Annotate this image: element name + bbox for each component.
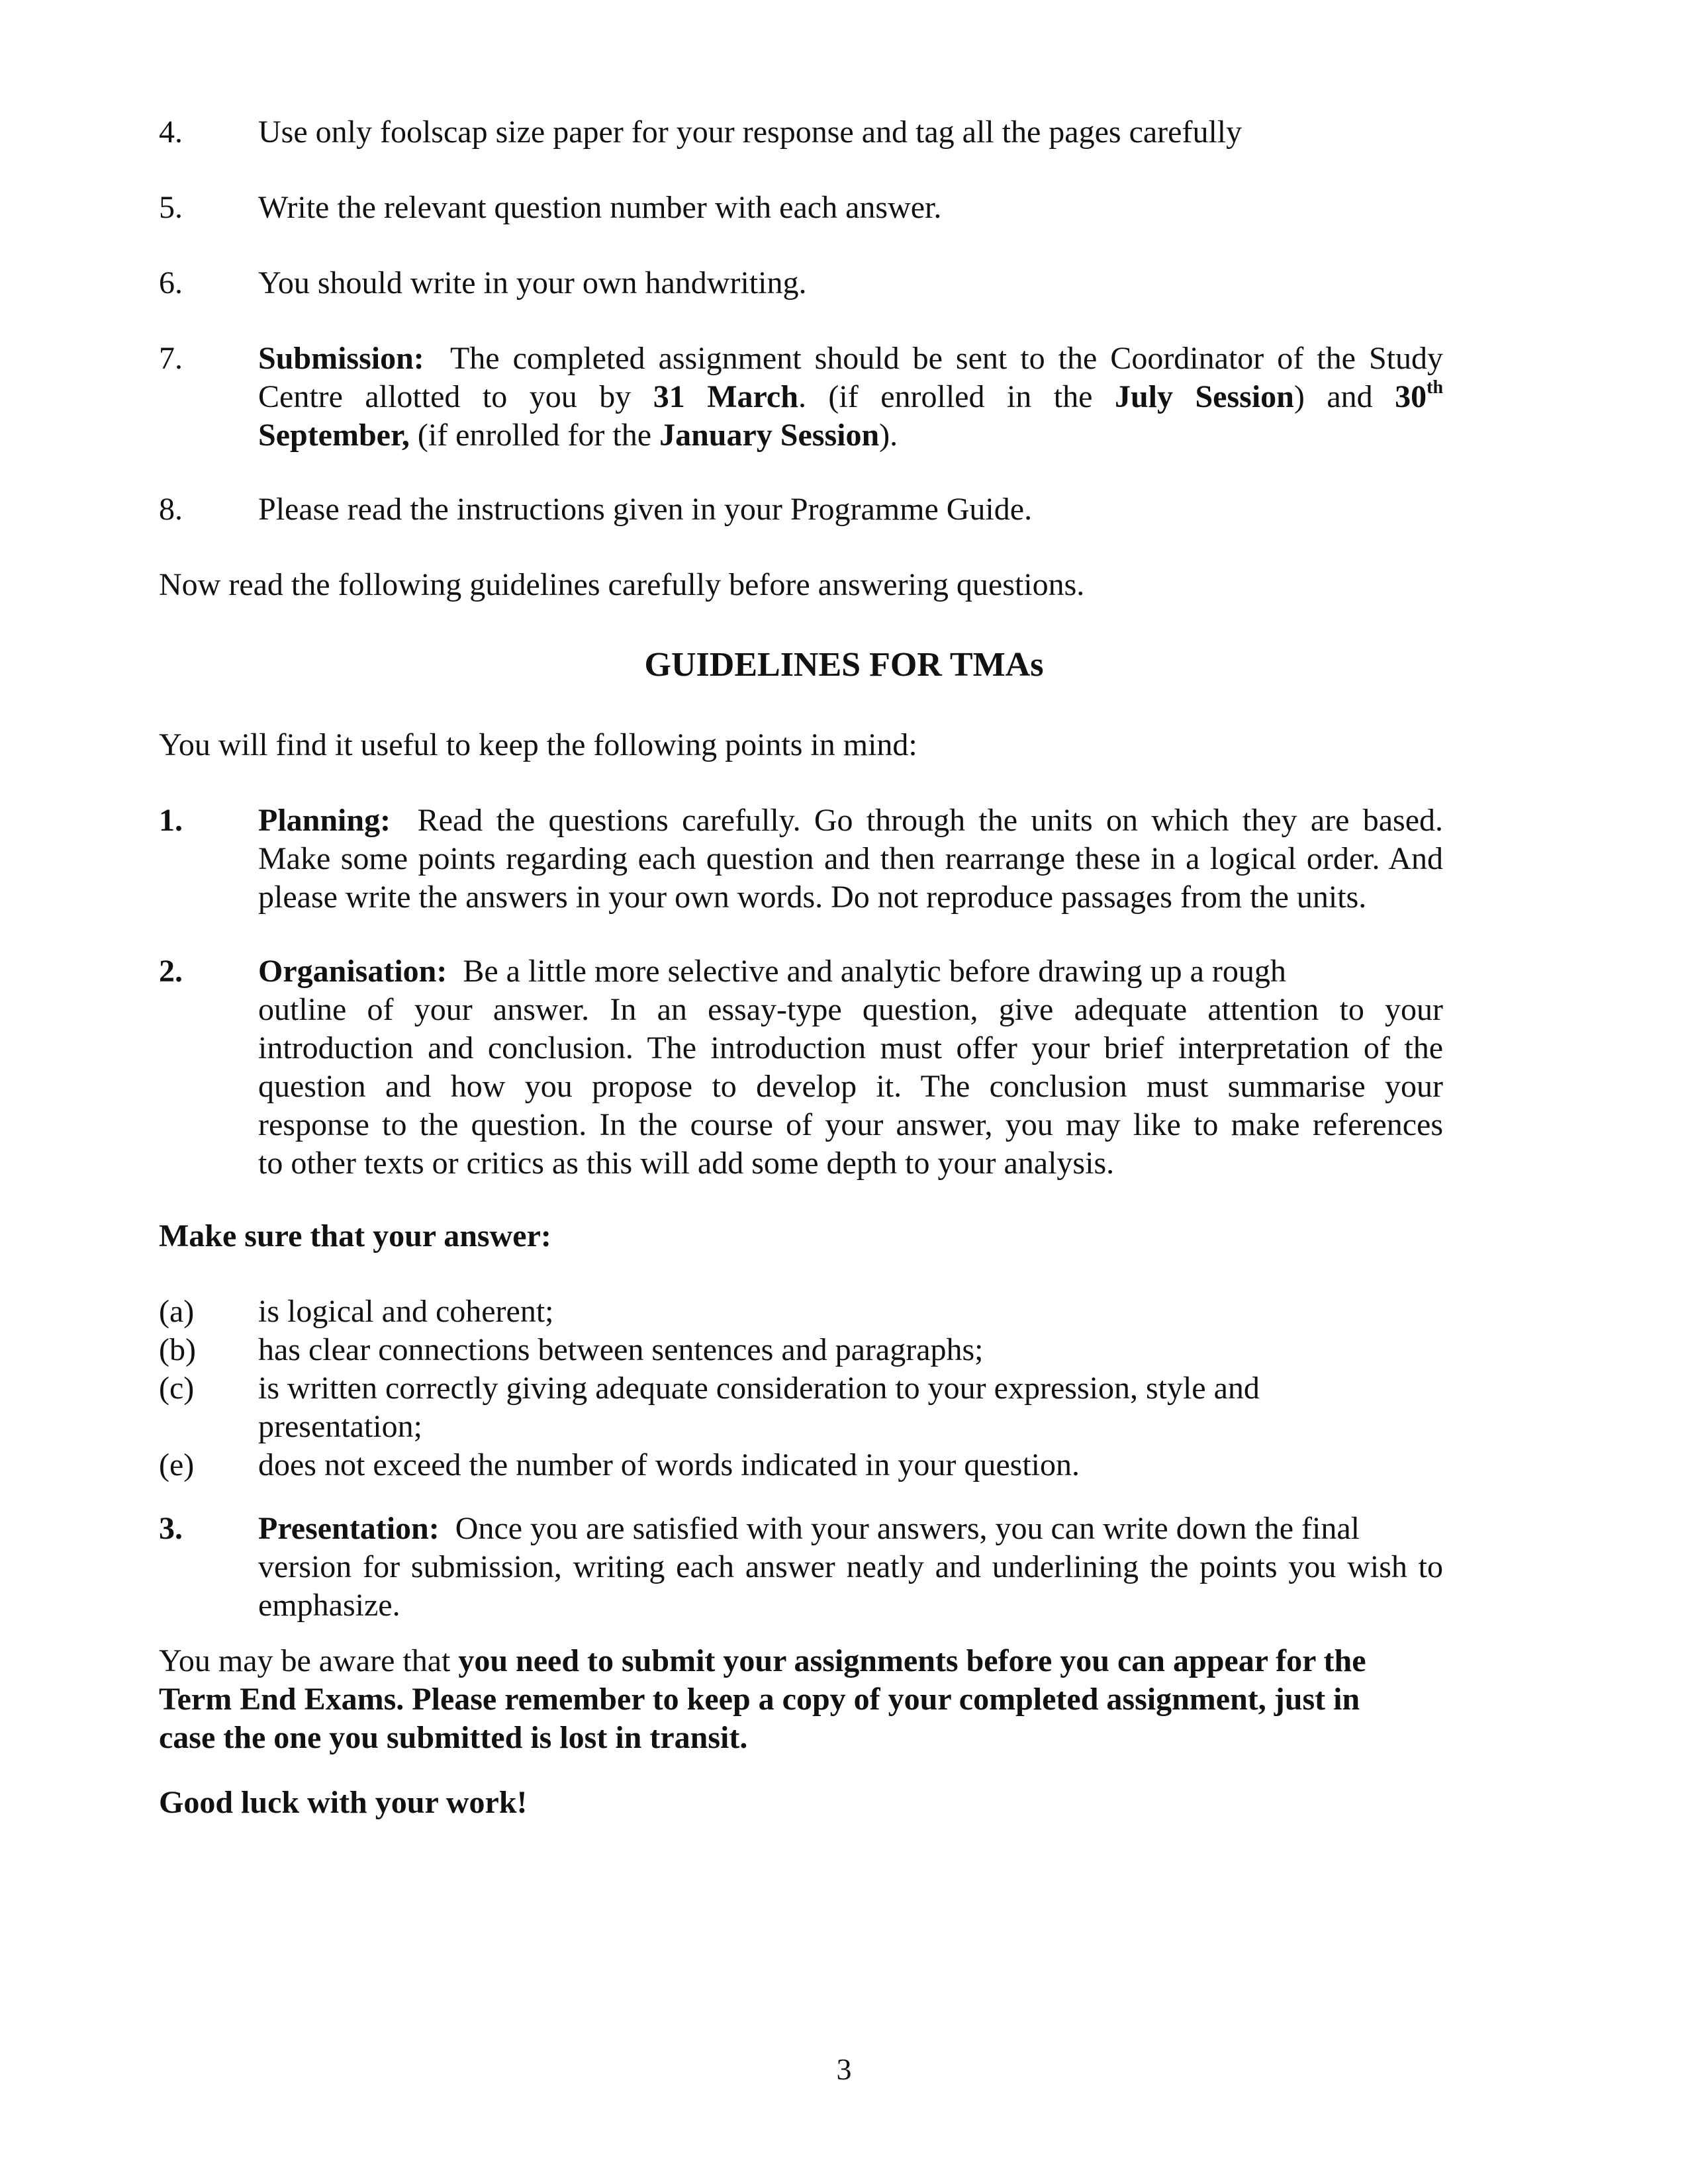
item-number: (b) <box>159 1332 196 1367</box>
planning-label: Planning: <box>258 803 391 838</box>
item-text: Use only foolscap size paper for your response and tag all the pages carefully <box>258 114 1243 150</box>
presentation-label: Presentation: <box>258 1511 440 1546</box>
submission-line-1: Submission: The completed assignment should be sent to the Coordinator of the Study <box>258 341 1443 376</box>
item-number: (c) <box>159 1371 195 1406</box>
item-number: 7. <box>159 341 183 376</box>
item-text: You should write in your own handwriting. <box>258 265 807 300</box>
closing-paragraph: You may be aware that you need to submit your assignments before you can appear for the Term End Exams. Please remember to keep a copy of your completed assignment, just in case the one you submitted is lost in transit. <box>159 1643 1366 1755</box>
item-number: 5. <box>159 190 183 225</box>
item-number: (e) <box>159 1447 195 1482</box>
organisation-label: Organisation: <box>258 954 447 989</box>
item-text: Please read the instructions given in your Programme Guide. <box>258 492 1033 527</box>
item-text: Write the relevant question number with each answer. <box>258 190 942 225</box>
item-number: 2. <box>159 954 183 989</box>
item-number: 3. <box>159 1511 183 1546</box>
guidelines-intro: You will find it useful to keep the following points in mind: <box>159 727 917 762</box>
good-luck-text: Good luck with your work! <box>159 1785 528 1820</box>
submission-line-3: September, (if enrolled for the January Session). <box>258 418 898 453</box>
item-number: 6. <box>159 265 183 300</box>
page-number: 3 <box>836 2052 852 2086</box>
item-number: 4. <box>159 114 183 150</box>
item-number: 8. <box>159 492 183 527</box>
guidelines-heading: GUIDELINES FOR TMAs <box>644 646 1044 684</box>
submission-line-2: Centre allotted to you by 31 March. (if enrolled in the July Session) and 30th <box>258 377 1444 414</box>
item-number: (a) <box>159 1294 195 1329</box>
now-read-text: Now read the following guidelines carefully before answering questions. <box>159 567 1085 602</box>
submission-label: Submission: <box>258 341 424 376</box>
item-number: 1. <box>159 803 183 838</box>
make-sure-heading: Make sure that your answer: <box>159 1218 551 1253</box>
